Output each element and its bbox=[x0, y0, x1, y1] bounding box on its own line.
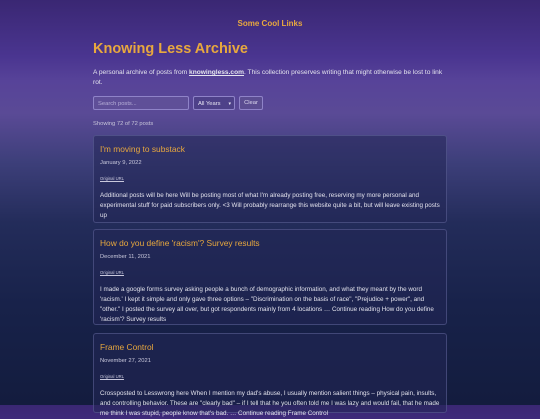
clear-button[interactable]: Clear bbox=[239, 96, 263, 110]
results-count: Showing 72 of 72 posts bbox=[93, 121, 154, 127]
post-card bbox=[93, 229, 447, 325]
post-title-link[interactable]: Frame Control bbox=[100, 342, 154, 352]
post-title-link[interactable]: I'm moving to substack bbox=[100, 144, 185, 154]
intro-text-end: . This collection preserves writing that might otherwise be lost to link rot. bbox=[93, 69, 443, 86]
original-url-link[interactable]: Original URL bbox=[100, 374, 124, 379]
post-date: January 9, 2022 bbox=[100, 160, 142, 166]
post-excerpt: Crossposted to Lesswrong here When I mention my dad's abuse, I usually mention salient things – physical pain, insults, and controlling behavior. These are "clearly bad" – if I tell that he you often told me I was lazy and would fail, that he made me think I was stupid, people know that's bad. … Continue reading Frame Control bbox=[100, 390, 440, 417]
search-input[interactable]: Search posts... bbox=[93, 96, 189, 110]
source-site-link[interactable]: knowingless.com bbox=[189, 69, 244, 76]
filter-controls bbox=[93, 96, 447, 110]
year-select[interactable] bbox=[193, 96, 235, 110]
intro-text bbox=[93, 68, 447, 87]
intro-text-start: A personal archive of posts from bbox=[93, 69, 190, 76]
nav-link-some-cool-links[interactable]: Some Cool Links bbox=[237, 19, 303, 28]
chevron-down-icon: ▾ bbox=[228, 101, 231, 107]
page-title: Knowing Less Archive bbox=[93, 41, 248, 57]
year-select-value: All Years bbox=[198, 101, 221, 107]
original-url-link[interactable]: Original URL bbox=[100, 176, 124, 181]
post-date: November 27, 2021 bbox=[100, 358, 151, 364]
original-url-link[interactable]: Original URL bbox=[100, 270, 124, 275]
post-card bbox=[93, 333, 447, 417]
post-excerpt: Additional posts will be here Will be posting most of what I'm already posting free, reserving my more personal and experimental stuff for paid subscribers only. <3 Will probably rearrange this website quite a bit, but will leave existing posts up bbox=[100, 192, 440, 219]
post-date: December 11, 2021 bbox=[100, 254, 151, 260]
post-title-link[interactable]: How do you define 'racism'? Survey results bbox=[100, 238, 260, 248]
post-excerpt: I made a google forms survey asking people a bunch of demographic information, and what they meant by the word 'racism.' I kept it simple and only gave three options – "Discrimination on the basis of race", "Prejudice + power", and "other." I posted the survey all over, but got respondents mainly from 4 locations … Continue reading How do you define 'racism'? Survey results bbox=[100, 286, 434, 323]
post-card bbox=[93, 135, 447, 223]
